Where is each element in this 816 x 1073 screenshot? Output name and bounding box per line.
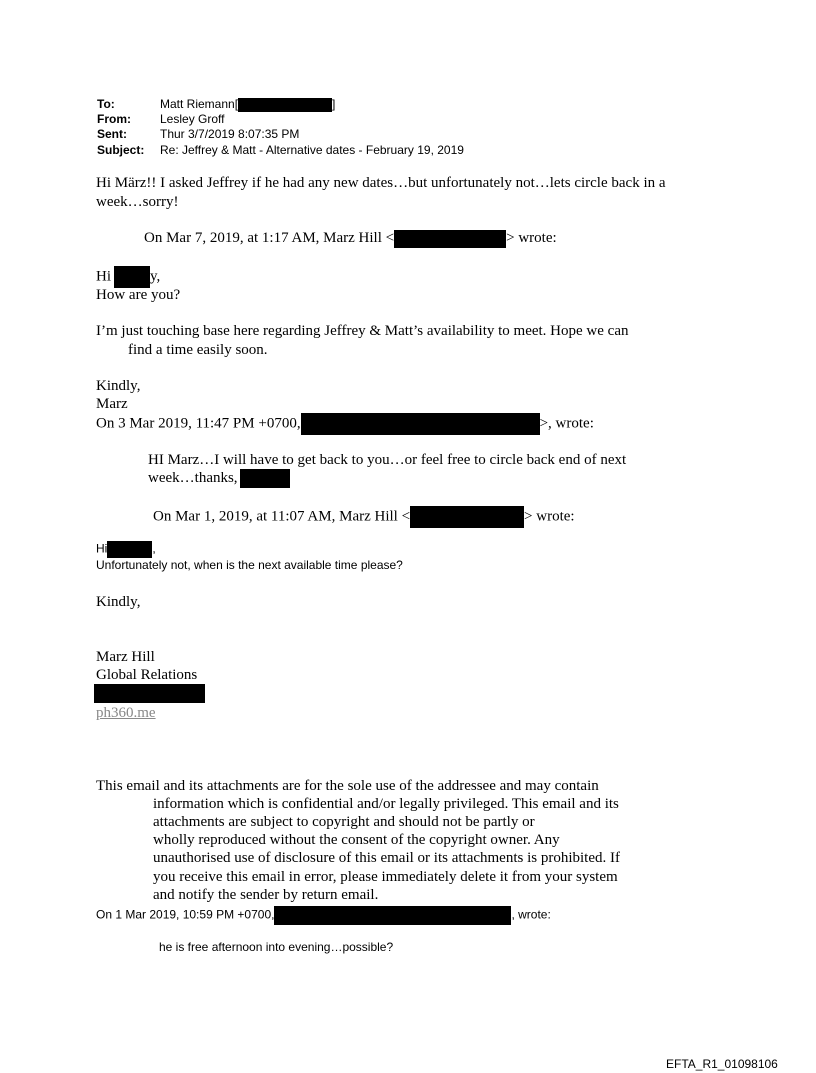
quote-header-4-suffix: , wrote: — [511, 907, 551, 922]
quote-header-4-prefix: On 1 Mar 2019, 10:59 PM +0700, — [96, 907, 275, 922]
msg1-body-1: I’m just touching base here regarding Jeffrey & Matt’s availability to meet. Hope we can — [96, 323, 629, 339]
redaction-box — [301, 413, 540, 435]
document-id: EFTA_R1_01098106 — [666, 1057, 778, 1071]
redaction-box — [114, 266, 150, 288]
msg1-how: How are you? — [96, 287, 181, 303]
msg3-name: Marz Hill — [96, 649, 155, 665]
msg3-greeting — [96, 541, 156, 558]
disclaimer-line: you receive this email in error, please immediately delete it from your system — [153, 869, 618, 885]
redaction-box — [94, 684, 205, 703]
to-name: Matt Riemann[ — [160, 97, 239, 111]
quote-header-2-suffix: >, wrote: — [539, 415, 594, 432]
quote-header-1 — [144, 229, 557, 248]
quote-header-3-prefix: On Mar 1, 2019, at 11:07 AM, Marz Hill < — [153, 508, 411, 525]
disclaimer-line: unauthorised use of disclosure of this email or its attachments is prohibited. If — [153, 850, 620, 866]
msg3-body: Unfortunately not, when is the next available time please? — [96, 558, 403, 572]
msg1-sign-1: Kindly, — [96, 378, 141, 394]
msg1-greeting — [96, 266, 160, 288]
disclaimer-line: attachments are subject to copyright and should not be partly or — [153, 814, 535, 830]
disclaimer-line: This email and its attachments are for the sole use of the addressee and may contain — [96, 778, 599, 794]
from-value: Lesley Groff — [160, 112, 225, 126]
quote-header-3-suffix: > wrote: — [524, 508, 575, 525]
msg1-hi-tail: y, — [150, 268, 161, 285]
subject-value: Re: Jeffrey & Matt - Alternative dates - February 19, 2019 — [160, 143, 464, 157]
quote-header-2-prefix: On 3 Mar 2019, 11:47 PM +0700, — [96, 415, 301, 432]
msg4-body: he is free afternoon into evening…possible? — [159, 940, 394, 954]
msg3-sign: Kindly, — [96, 594, 141, 610]
to-value — [160, 97, 335, 112]
disclaimer-line: and notify the sender by return email. — [153, 887, 379, 903]
redaction-box — [394, 230, 506, 248]
msg1-body-2: find a time easily soon. — [128, 342, 268, 358]
redaction-box — [238, 98, 332, 112]
sent-label: Sent: — [97, 127, 127, 141]
redaction-box — [240, 469, 290, 488]
msg3-hi-tail: , — [152, 541, 156, 556]
to-close: ] — [332, 97, 336, 111]
redaction-box — [274, 906, 511, 925]
sent-value: Thur 3/7/2019 8:07:35 PM — [160, 127, 300, 141]
reply-line-1: Hi März!! I asked Jeffrey if he had any new dates…but unfortunately not…lets circle back in a — [96, 175, 666, 191]
msg2-line-2 — [148, 469, 290, 488]
msg3-title: Global Relations — [96, 667, 198, 683]
quote-header-3 — [153, 506, 575, 528]
disclaimer-line: information which is confidential and/or legally privileged. This email and its — [153, 796, 619, 812]
msg3-hi: Hi — [96, 541, 108, 556]
msg2-line-2-text: week…thanks, — [148, 470, 238, 486]
to-label: To: — [97, 97, 115, 111]
quote-header-1-prefix: On Mar 7, 2019, at 1:17 AM, Marz Hill < — [144, 230, 395, 246]
subject-label: Subject: — [97, 143, 145, 157]
msg1-sign-2: Marz — [96, 396, 128, 412]
redaction-box — [410, 506, 524, 528]
quote-header-4 — [96, 906, 551, 925]
disclaimer-line: wholly reproduced without the consent of the copyright owner. Any — [153, 832, 560, 848]
redaction-box — [107, 541, 152, 558]
quote-header-2 — [96, 413, 594, 435]
quote-header-1-suffix: > wrote: — [506, 230, 557, 246]
msg2-line-1: HI Marz…I will have to get back to you…or feel free to circle back end of next — [148, 452, 627, 468]
ph360-link[interactable]: ph360.me — [96, 705, 156, 721]
from-label: From: — [97, 112, 131, 126]
msg1-hi: Hi — [96, 268, 111, 285]
reply-line-2: week…sorry! — [96, 194, 179, 210]
